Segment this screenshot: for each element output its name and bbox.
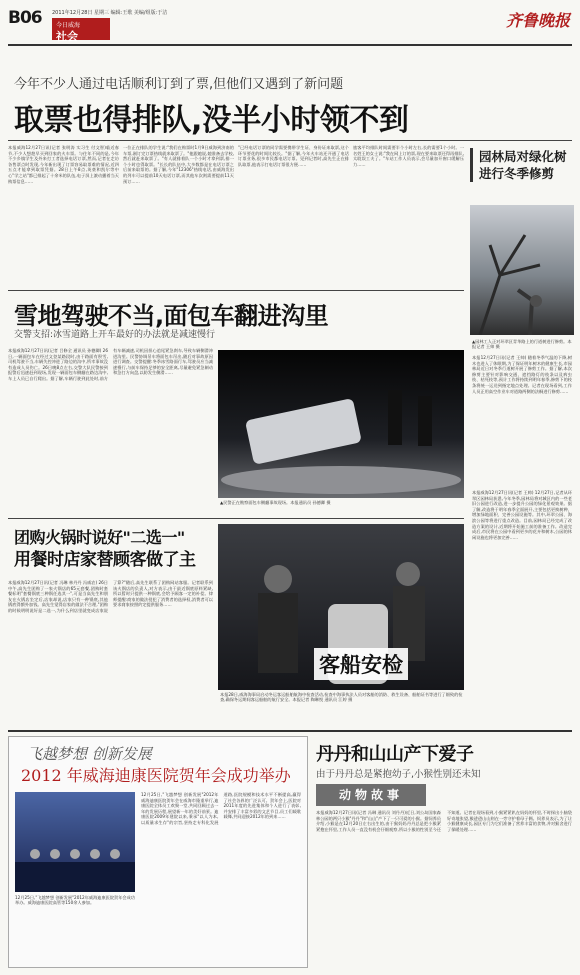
- story4-body: 本报威海12月27日讯(记者 冯琳 通讯员 刘丹丹)近日,刘公岛国家森林公园的两只小猴"丹丹"和"山山"产下了一只可爱的小猴。据饲养员介绍,小猴是在12月20日左右出生的,由于猴妈妈丹丹总是把小猴紧紧抱在怀里,工作人员一直没有机会仔细观察,所以小猴的性别至今还不知道。记者在现场看到,小猴紧紧趴在妈妈的怀里,不时探出小脑袋好奇地张望,猴爸爸山山则在一旁守护着母子俩。饲养员表示,为了让小猴健康成长,园区专门为它们准备了营养丰富的食物,并对猴舍进行了保暖处理……: [316, 810, 572, 832]
- story2-headline: 雪地驾驶不当,面包车翻进沟里: [14, 302, 329, 330]
- header-rule: [8, 44, 572, 46]
- ad-rule-top: [8, 730, 572, 732]
- story4-headline: 丹丹和山山产下爱子: [316, 744, 474, 765]
- story2-photo: [218, 350, 464, 498]
- story1-kicker: 今年不少人通过电话顺利订到了票,但他们又遇到了新问题: [14, 77, 344, 92]
- story1-rule: [8, 140, 572, 141]
- page-number: B06: [8, 8, 42, 28]
- story1-col2: 一位正在排队的学生说:"我们在购票时1月9日威海到济南的车票,刚订完订票热线就来取票了。"他跟她说,她准备去学校,然后就赶来取票了。"有人就排着队一个小时才拿到票,排一个小时也得取票。"长长的队伍中,大多数都是在电话订票之后前来取票的。据了解,今年"12306"热线电话,由威海发出的列车可以提前10天电话订票,而其他车次则需要提前11天预订……: [123, 145, 234, 184]
- story3-body: 本报威海12月27日讯(记者 冯琳 林丹丹 冯威农) 26日中午,高先生团购了一家火锅店的65元套餐,团购时套餐标明"套餐锅底三种锅任选其一",可是当高先生和朋友在火锅店坐定后,店家却说,店家只有一种锅底,其他锅底得额外加钱。高先生觉得店家的做法不合理,"团购的时候明明说好是二选一,为什么到店里就变成店家说了算?"随后,高先生联系了团购网站客服。记者联系到该火锅店的负责人,对方表示,由于最近锅底原料紧缺,所以暂时只提供一种锅底,会给予顾客一定的补偿。律师提醒:商家的做法侵犯了消费者的选择权,消费者可以要求商家按照约定提供服务……: [8, 580, 213, 613]
- side2-body: 本报威海12月27日讯(记者 王帅) 12月27日,记者从环翠区园林局获悉,今年冬季,园林局将对城区内的一些老旧公园进行改造,进一步提升公园的绿化景观效果。据了解,改造将于明年春季全面展开,主要包括更换树种、增加绿地面积、完善公园设施等。其中,环翠公园、海滨公园等将进行重点改造。目前,园林局已经完成了改造方案的设计,近期将开始施工前的准备工作。改造完成后,市民将在公园中看到更多的花卉和树木,公园的休闲设施也将更加完善……: [472, 490, 572, 540]
- ad-caption: 12月25日,"飞越梦想 创新发展"2012年威海迪康医院贺年会成功举办。威海迪康医院高管等150余人参加。: [15, 895, 135, 906]
- ad-photo: [15, 792, 135, 892]
- story1-headline: 取票也得排队,没半小时领不到: [14, 103, 409, 138]
- side1-title-line2: 进行冬季修剪: [470, 165, 574, 182]
- side1-body: 本报12月27日讯(记者 王帅) 随着冬季气温的下降,树木也进入了休眠期,为了保证明年树木的健康生长,市园林局近日对冬季行道树开展了修剪工作。据了解,本次修剪主要针对影响交通、遮挡路灯的枝条以及病虫枝、枯死枝等,预计工作将持续到明年春季,修剪下的枝条将统一运送到指定地点处理。记者在现场看到,工作人员正用高空作业车对道路两侧的法桐进行修剪……: [472, 355, 572, 394]
- story3-photo: [218, 524, 464, 690]
- section-top-label: 今日威海: [56, 22, 81, 29]
- story4-kicker: 由于丹丹总是紧抱幼子,小猴性别还未知: [316, 769, 481, 780]
- story2-body: 本报威海12月27日讯(记者 吕修全 通讯员 孙德卿) 26日,一辆面包车在经过文登某路段时,由于路面有积雪,司机驾驶不当,车辆失控冲进了路边的沟中,所幸事故没有造成人员伤亡。26日晚8点左右,交警大队民警接到报警后迅速赶到现场,发现一辆面包车侧翻在路边沟中,车上人员已自行爬出。据了解,车辆行驶到此处时,前方有车辆减速,司机因担心追尾紧急刹车,导致车辆侧滑冲进沟里。民警协调吊车将面包车吊出,随后对事故原因进行调查。交警提醒:冬季冰雪路面行车,驾驶员应当减速慢行,与前车保持足够的安全距离,尽量避免紧急制动和急打方向盘,以防发生侧滑……: [8, 348, 213, 381]
- ad-title-2: 2012 年威海迪康医院贺年会成功举办: [21, 766, 291, 785]
- tree-pruning-illustration: [470, 205, 574, 335]
- section-badge: [52, 18, 110, 43]
- group-photo-illustration: [15, 792, 135, 892]
- story1-col4: 旅客平均排队时间需要半个小时左右,长的需要1个小时。一名姓王的女士说:"我在网上订的票,现在要来取票还得再排队,太耽误工夫了。"车站工作人员表示,会尽量加开窗口缓解压力……: [353, 145, 464, 167]
- section-label: 社会: [56, 30, 78, 43]
- story2-kicker: 交警支招:冰雪道路上开车最好的办法就是减速慢行: [14, 330, 216, 340]
- story3-rule-top: [8, 518, 464, 519]
- side1-title: [470, 148, 574, 208]
- story2-rule-top: [8, 290, 464, 291]
- ad-body: 12月25日,"飞越梦想 创新发展"2012年威海迪康医院贺年会在威海市隆重举行,迪康医院全体员工欢聚一堂,共同回顾过去一年的发展历程,展望新一年的美好前景。迪康医院2009年建院以来,秉承"以人为本,以质量求生存"的宗旨,坚持走专科化发展道路,医院规模和技术水平不断提高,赢得了社会各界的广泛认可。贺年会上,医院对2011年度的先进集体和个人进行了表彰,并安排了丰富多彩的文艺节目,员工们载歌载舞,共同迎接2012年的到来……: [141, 792, 301, 825]
- ad-title-1: 飞越梦想 创新发展: [27, 745, 152, 763]
- side1-caption: ▲园林工人正对环翠区青华路上的行道树进行修剪。本报记者 王帅 摄: [472, 339, 572, 350]
- story2-caption: ▲民警正在勘察面包车侧翻事故现场。本报通讯员 孙德卿 摄: [220, 500, 331, 505]
- story3-photo-overlay: 客船安检: [314, 648, 408, 680]
- side1-photo: [470, 205, 574, 335]
- issue-meta: 2011年12月28日 星期三 编辑:王歌 美编/组版:于洁: [52, 10, 168, 16]
- story3-headline-2: 用餐时店家替顾客做了主: [14, 550, 196, 570]
- overturned-van-illustration: [218, 350, 464, 498]
- ad-panel: [8, 736, 308, 968]
- story3-caption: 本报28日,威海海事局启动冬运客运船舶航海中检查活动,检查中海事执法人员对客船的消防、救生设备、船舶证书等进行了细致的检查,确保冬运期间客运船舶的航行安全。本报记者 陶琳悦 通讯员 江婷 摄: [220, 692, 463, 703]
- story3-headline-1: 团购火锅时说好"二选一": [14, 528, 185, 547]
- story1-col1: 本报威海12月27日讯(记者 张明涛 实习生 付文智)临近春节,不少人想趁早买到回家的火车票。与往年不同的是,今年不少乡镇学生及外来打工者选择电话订票,然而,记者在走访各售票点时发现,今年新出现了订票容易取票难的情况,近四五点才能拿到取票凭据。28日上午8点,英豪和凯尔等中心"学之站"都已排起了十余米的队伍,电子屏上滚动播着当天购票信息……: [8, 145, 119, 184]
- newspaper-logo: 齐鲁晚报: [505, 11, 570, 30]
- story4-tag: 动物故事: [316, 784, 426, 806]
- side1-title-line1: 园林局对绿化树: [470, 148, 574, 165]
- story1-col3: "已经电话订票的同学需要携带学生证、身份证来取票,这个环节要花的时间比较长。"据了解,今年火车站还开通了电话订票业务,很多市民都电话订票。见到记者时,高先生正在排队取票,他表示打电话订票很方便……: [238, 145, 349, 167]
